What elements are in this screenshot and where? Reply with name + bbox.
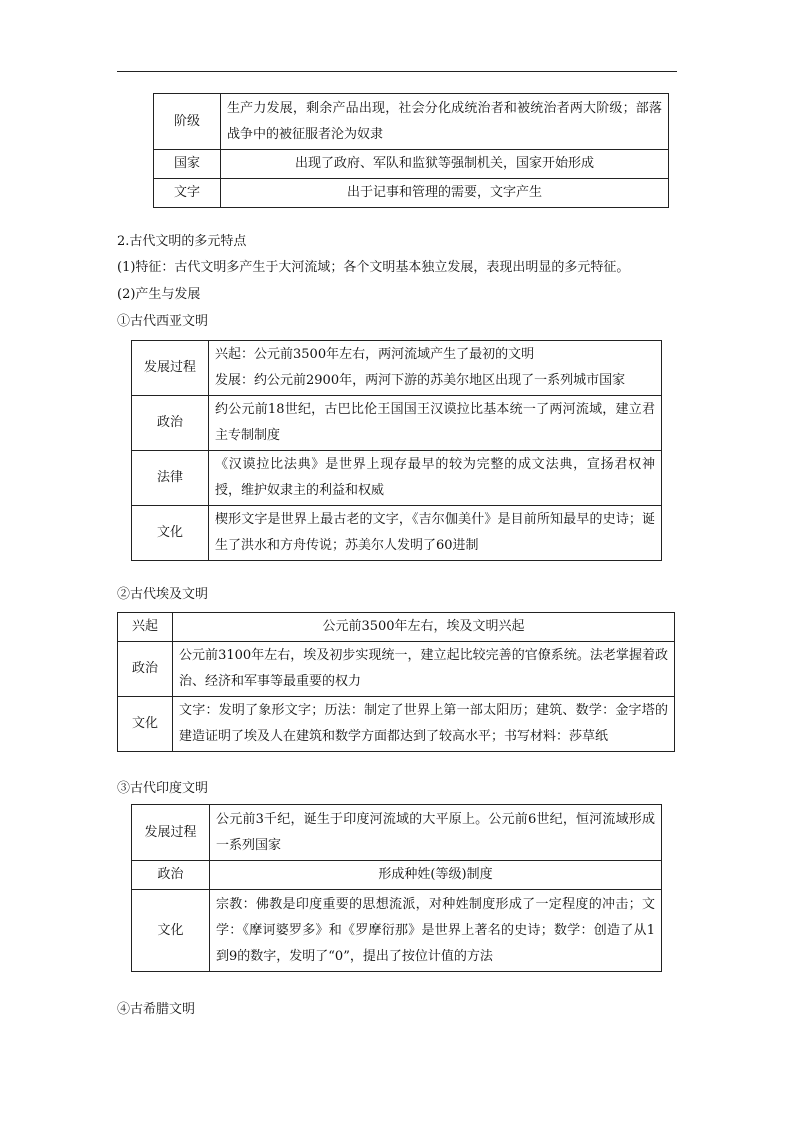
table-row [154,94,669,150]
table-row [132,805,662,861]
table-row [132,396,662,451]
row-label: 文字 [154,179,221,208]
row-label: 国家 [154,150,221,179]
row-text: 约公元前18世纪，古巴比伦王国国王汉谟拉比基本统一了两河流域，建立君主专制制度 [209,396,662,451]
paragraph: (2)产生与发展 [117,287,201,302]
section-heading: 2.古代文明的多元特点 [117,234,247,249]
row-label: 发展过程 [132,805,210,861]
india-table [131,804,662,972]
table-row [132,861,662,890]
row-label: 文化 [132,890,210,972]
row-text-line: 发展：约公元前2900年，两河下游的苏美尔地区出现了一系列城市国家 [215,373,626,388]
table-row [132,451,662,506]
header-rule [117,71,677,72]
table-row [118,642,675,697]
row-text: 出现了政府、军队和监狱等强制机关，国家开始形成 [221,150,669,179]
row-label: 文化 [118,697,173,752]
row-text: 文字：发明了象形文字；历法：制定了世界上第一部太阳历；建筑、数学：金字塔的建造证明了埃及人在建筑和数学方面都达到了较高水平；书写材料：莎草纸 [173,697,675,752]
row-text: 公元前3500年左右，埃及文明兴起 [173,613,675,642]
row-text: 出于记事和管理的需要，文字产生 [221,179,669,208]
west-asia-table [131,340,662,561]
row-text [209,341,662,396]
table-row [132,341,662,396]
table-row [132,890,662,972]
table-row [118,613,675,642]
row-label: 法律 [132,451,209,506]
row-label: 阶级 [154,94,221,150]
row-text: 生产力发展，剩余产品出现，社会分化成统治者和被统治者两大阶级；部落战争中的被征服者沦为奴隶 [221,94,669,150]
table-row [154,150,669,179]
row-text: 《汉谟拉比法典》是世界上现存最早的较为完整的成文法典，宣扬君权神授，维护奴隶主的利益和权威 [209,451,662,506]
subsection-heading: ③古代印度文明 [117,781,209,796]
row-label: 文化 [132,506,209,561]
row-label: 发展过程 [132,341,209,396]
row-text-line: 兴起：公元前3500年左右，两河流域产生了最初的文明 [215,347,535,362]
row-text: 公元前3千纪，诞生于印度河流域的大平原上。公元前6世纪，恒河流域形成一系列国家 [210,805,662,861]
row-label: 政治 [132,396,209,451]
row-text: 宗教：佛教是印度重要的思想流派，对种姓制度形成了一定程度的冲击；文学：《摩诃婆罗多》和《罗摩衍那》是世界上著名的史诗；数学：创造了从1到9的数字，发明了“0”，提出了按位计值的方法 [210,890,662,972]
subsection-heading: ①古代西亚文明 [117,314,209,329]
paragraph: (1)特征：古代文明多产生于大河流域；各个文明基本独立发展，表现出明显的多元特征。 [117,260,630,275]
subsection-heading: ④古希腊文明 [117,1002,196,1017]
subsection-heading: ②古代埃及文明 [117,587,209,602]
row-label: 政治 [132,861,210,890]
egypt-table [117,612,675,752]
table-row [154,179,669,208]
row-text: 公元前3100年左右，埃及初步实现统一，建立起比较完善的官僚系统。法老掌握着政治、经济和军事等最重要的权力 [173,642,675,697]
row-text: 形成种姓(等级)制度 [210,861,662,890]
row-text: 楔形文字是世界上最古老的文字，《吉尔伽美什》是目前所知最早的史诗；诞生了洪水和方舟传说；苏美尔人发明了60进制 [209,506,662,561]
class-state-writing-table [153,93,669,208]
table-row [118,697,675,752]
row-label: 兴起 [118,613,173,642]
row-label: 政治 [118,642,173,697]
table-row [132,506,662,561]
